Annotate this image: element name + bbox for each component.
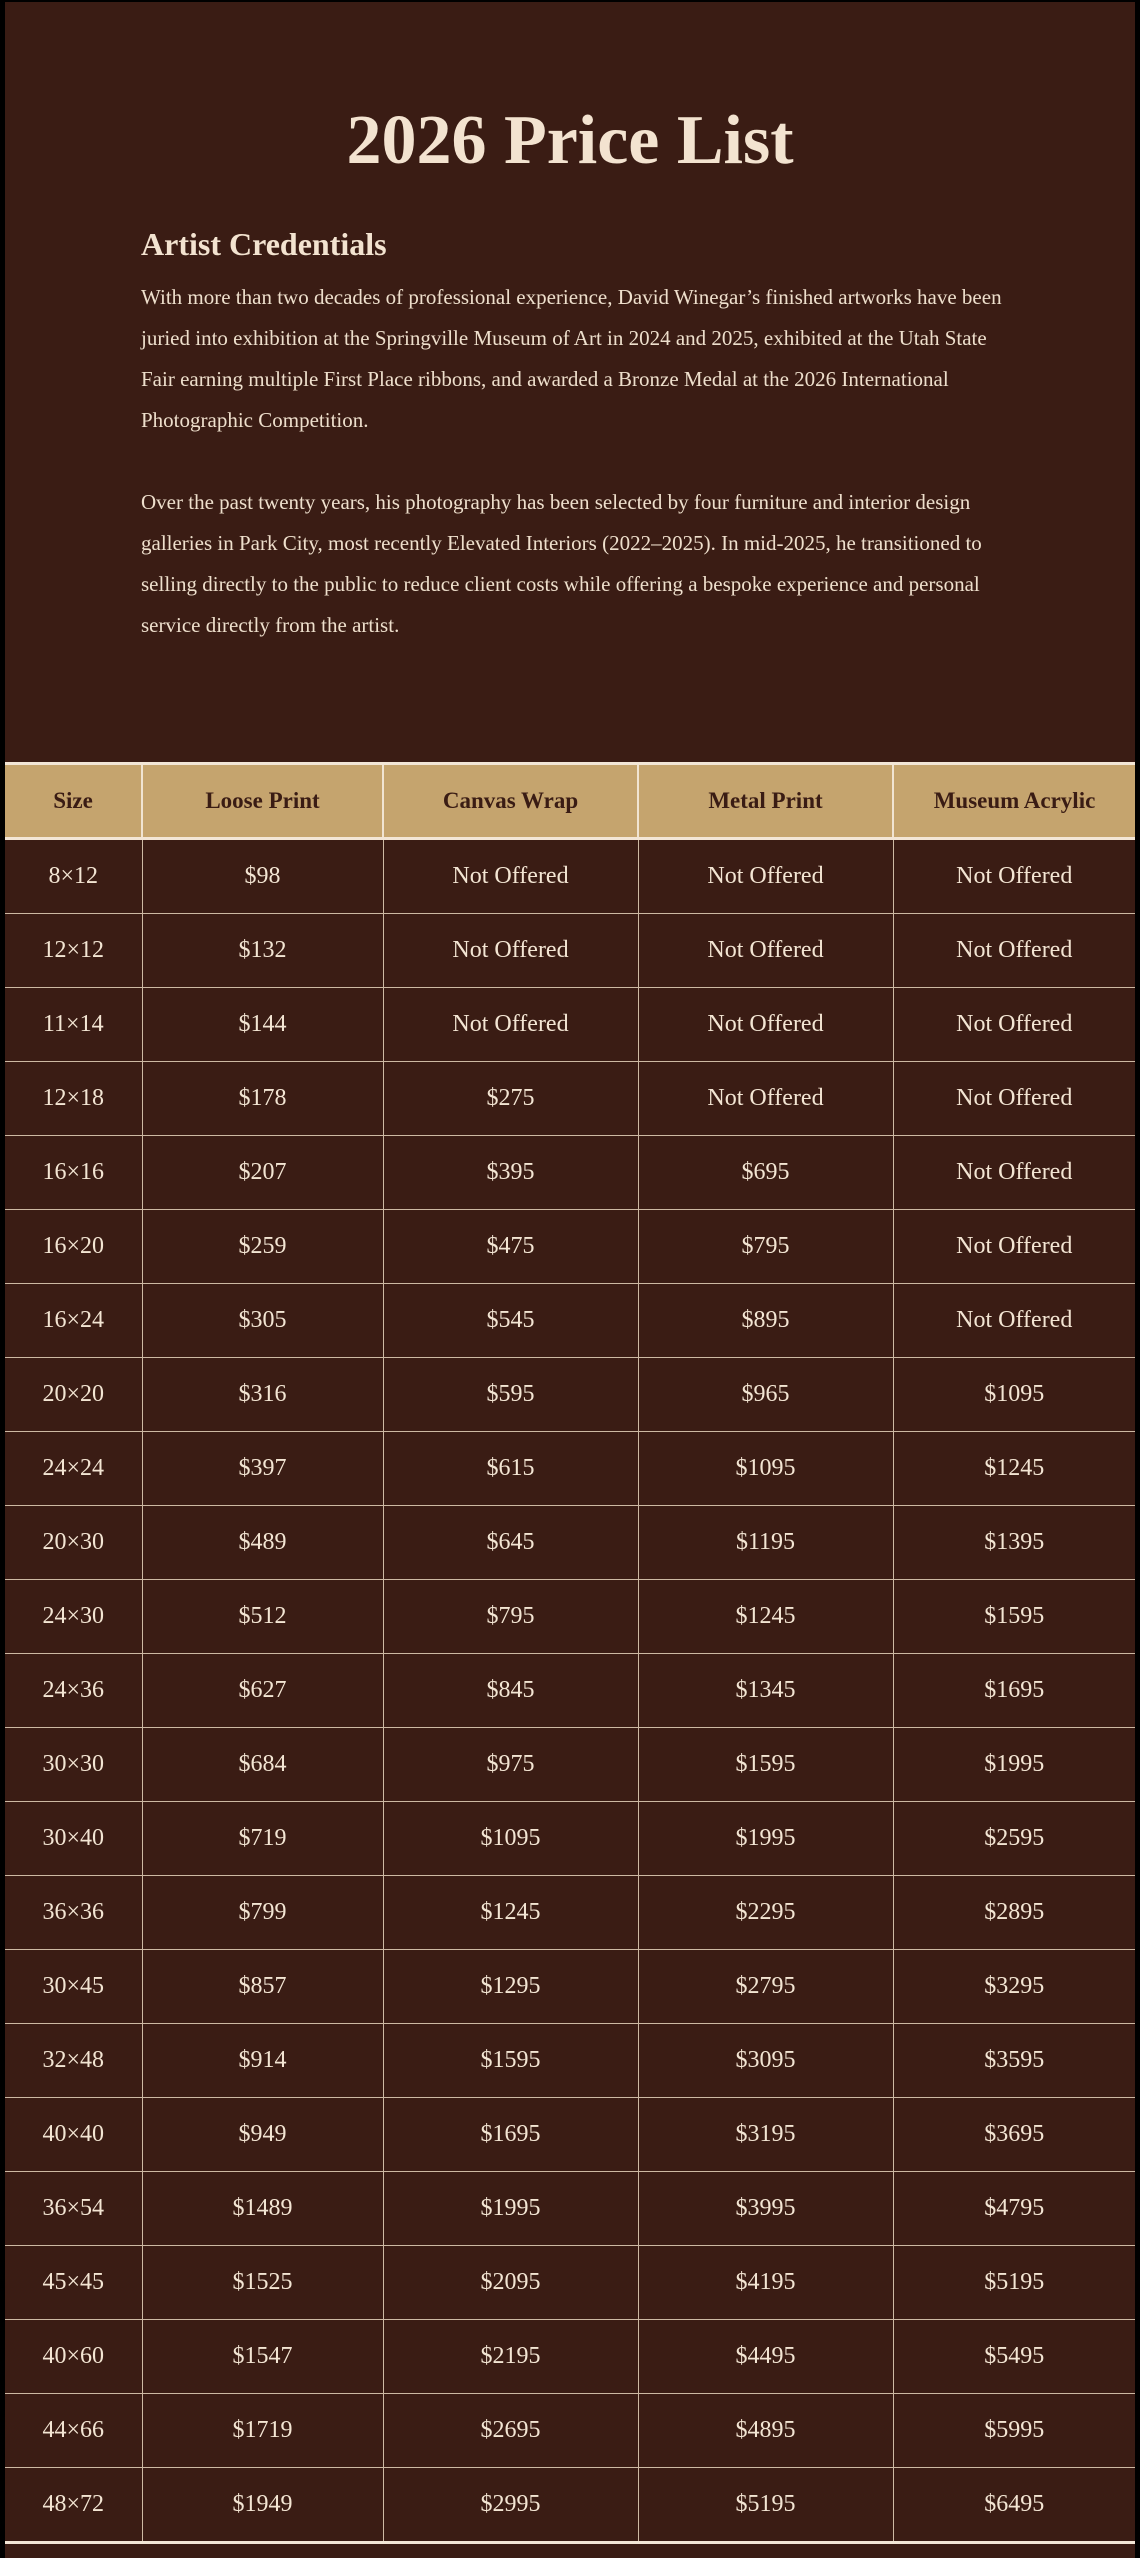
metal-print-price: Not Offered [638, 988, 893, 1062]
size-cell: 40×60 [5, 2320, 142, 2394]
metal-print-price: $2295 [638, 1876, 893, 1950]
museum-acrylic-price: $5495 [893, 2320, 1135, 2394]
table-row [5, 2246, 1135, 2320]
museum-acrylic-price: $1695 [893, 1654, 1135, 1728]
table-row [5, 1062, 1135, 1136]
size-cell: 20×30 [5, 1506, 142, 1580]
canvas-wrap-price: $795 [383, 1580, 638, 1654]
metal-print-price: $4895 [638, 2394, 893, 2468]
canvas-wrap-price: $2195 [383, 2320, 638, 2394]
museum-acrylic-price: $5195 [893, 2246, 1135, 2320]
table-row [5, 2172, 1135, 2246]
table-row [5, 1210, 1135, 1284]
size-cell: 24×30 [5, 1580, 142, 1654]
size-cell: 24×24 [5, 1432, 142, 1506]
museum-acrylic-price: Not Offered [893, 1210, 1135, 1284]
canvas-wrap-price: $475 [383, 1210, 638, 1284]
table-row [5, 1876, 1135, 1950]
table-row [5, 1950, 1135, 2024]
canvas-wrap-price: Not Offered [383, 839, 638, 914]
canvas-wrap-price: $545 [383, 1284, 638, 1358]
size-cell: 16×16 [5, 1136, 142, 1210]
loose-print-price: $512 [142, 1580, 383, 1654]
museum-acrylic-price: Not Offered [893, 839, 1135, 914]
table-row [5, 1802, 1135, 1876]
table-row [5, 1580, 1135, 1654]
column-header-museum-acrylic: Museum Acrylic [893, 764, 1135, 839]
table-row [5, 1136, 1135, 1210]
loose-print-price: $316 [142, 1358, 383, 1432]
size-cell: 44×66 [5, 2394, 142, 2468]
credentials-paragraph-1: With more than two decades of professional experience, David Winegar’s finished artworks have been juried into exhibition at the Springville Museum of Art in 2024 and 2025, exhibited at the Utah State Fair earning multiple First Place ribbons, and awarded a Bronze Medal at the 2026 International Photographic Competition. [141, 285, 1002, 432]
loose-print-price: $1525 [142, 2246, 383, 2320]
metal-print-price: $1345 [638, 1654, 893, 1728]
loose-print-price: $1547 [142, 2320, 383, 2394]
canvas-wrap-price: $1095 [383, 1802, 638, 1876]
table-row [5, 1506, 1135, 1580]
metal-print-price: $5195 [638, 2468, 893, 2543]
museum-acrylic-price: $4795 [893, 2172, 1135, 2246]
metal-print-price: Not Offered [638, 1062, 893, 1136]
canvas-wrap-price: Not Offered [383, 914, 638, 988]
metal-print-price: $4195 [638, 2246, 893, 2320]
canvas-wrap-price: $1695 [383, 2098, 638, 2172]
loose-print-price: $98 [142, 839, 383, 914]
loose-print-price: $305 [142, 1284, 383, 1358]
credentials-paragraph-2: Over the past twenty years, his photography has been selected by four furniture and interior design galleries in Park City, most recently Elevated Interiors (2022–2025). In mid-2025, he transitioned to selling directly to the public to reduce client costs while offering a bespoke experience and personal service directly from the artist. [141, 490, 982, 637]
metal-print-price: $2795 [638, 1950, 893, 2024]
metal-print-price: Not Offered [638, 914, 893, 988]
museum-acrylic-price: Not Offered [893, 914, 1135, 988]
metal-print-price: $965 [638, 1358, 893, 1432]
museum-acrylic-price: Not Offered [893, 1284, 1135, 1358]
metal-print-price: $3995 [638, 2172, 893, 2246]
museum-acrylic-price: $3695 [893, 2098, 1135, 2172]
museum-acrylic-price: Not Offered [893, 1062, 1135, 1136]
canvas-wrap-price: Not Offered [383, 988, 638, 1062]
size-cell: 11×14 [5, 988, 142, 1062]
price-list-page [5, 2, 1135, 2558]
metal-print-price: Not Offered [638, 839, 893, 914]
size-cell: 30×30 [5, 1728, 142, 1802]
metal-print-price: $3195 [638, 2098, 893, 2172]
loose-print-price: $719 [142, 1802, 383, 1876]
loose-print-price: $914 [142, 2024, 383, 2098]
size-cell: 32×48 [5, 2024, 142, 2098]
canvas-wrap-price: $595 [383, 1358, 638, 1432]
loose-print-price: $949 [142, 2098, 383, 2172]
metal-print-price: $1595 [638, 1728, 893, 1802]
loose-print-price: $397 [142, 1432, 383, 1506]
canvas-wrap-price: $615 [383, 1432, 638, 1506]
loose-print-price: $684 [142, 1728, 383, 1802]
size-cell: 48×72 [42, 2491, 105, 2517]
table-row [5, 1284, 1135, 1358]
size-cell: 16×20 [5, 1210, 142, 1284]
price-table-header-row [5, 764, 1135, 839]
canvas-wrap-price: $2995 [383, 2468, 638, 2543]
museum-acrylic-price: $6495 [893, 2468, 1135, 2543]
price-table [5, 762, 1135, 2544]
museum-acrylic-price: $5995 [893, 2394, 1135, 2468]
column-header-metal-print: Metal Print [638, 764, 893, 839]
metal-print-price: $3095 [638, 2024, 893, 2098]
metal-print-price: $695 [638, 1136, 893, 1210]
size-cell: 16×24 [5, 1284, 142, 1358]
column-header-canvas-wrap: Canvas Wrap [383, 764, 638, 839]
size-cell: 20×20 [5, 1358, 142, 1432]
canvas-wrap-price: $1995 [383, 2172, 638, 2246]
loose-print-price: $627 [142, 1654, 383, 1728]
canvas-wrap-price: $1245 [383, 1876, 638, 1950]
metal-print-price: $895 [638, 1284, 893, 1358]
size-cell: 40×40 [5, 2098, 142, 2172]
table-row [5, 839, 1135, 914]
loose-print-price: $799 [142, 1876, 383, 1950]
table-row [5, 1654, 1135, 1728]
loose-print-price: $178 [142, 1062, 383, 1136]
metal-print-price: $1095 [638, 1432, 893, 1506]
museum-acrylic-price: Not Offered [893, 988, 1135, 1062]
museum-acrylic-price: $3595 [893, 2024, 1135, 2098]
size-cell: 45×45 [5, 2246, 142, 2320]
loose-print-price: $207 [142, 1136, 383, 1210]
loose-print-price: $857 [142, 1950, 383, 2024]
canvas-wrap-price: $275 [383, 1062, 638, 1136]
size-cell: 24×36 [5, 1654, 142, 1728]
canvas-wrap-price: $395 [383, 1136, 638, 1210]
museum-acrylic-price: $1245 [893, 1432, 1135, 1506]
table-row [5, 1358, 1135, 1432]
museum-acrylic-price: $3295 [893, 1950, 1135, 2024]
museum-acrylic-price: Not Offered [893, 1136, 1135, 1210]
metal-print-price: $1995 [638, 1802, 893, 1876]
loose-print-price: $259 [142, 1210, 383, 1284]
size-cell: 12×12 [5, 914, 142, 988]
table-row [5, 2098, 1135, 2172]
museum-acrylic-price: $2895 [893, 1876, 1135, 1950]
table-row [5, 2394, 1135, 2468]
page-title: 2026 Price List [346, 102, 794, 179]
loose-print-price: $1489 [142, 2172, 383, 2246]
museum-acrylic-price: $1995 [893, 1728, 1135, 1802]
loose-print-price: $1719 [142, 2394, 383, 2468]
loose-print-price: $144 [142, 988, 383, 1062]
canvas-wrap-price: $2095 [383, 2246, 638, 2320]
canvas-wrap-price: $2695 [383, 2394, 638, 2468]
metal-print-price: $4495 [638, 2320, 893, 2394]
table-row [5, 2468, 1135, 2543]
canvas-wrap-price: $645 [383, 1506, 638, 1580]
museum-acrylic-price: $1595 [893, 1580, 1135, 1654]
size-cell: 8×12 [5, 839, 142, 914]
table-row [5, 914, 1135, 988]
museum-acrylic-price: $1395 [893, 1506, 1135, 1580]
canvas-wrap-price: $845 [383, 1654, 638, 1728]
loose-print-price: $489 [142, 1506, 383, 1580]
table-row [5, 2024, 1135, 2098]
metal-print-price: $795 [638, 1210, 893, 1284]
canvas-wrap-price: $1595 [383, 2024, 638, 2098]
canvas-wrap-price: $975 [383, 1728, 638, 1802]
metal-print-price: $1195 [638, 1506, 893, 1580]
museum-acrylic-price: $2595 [893, 1802, 1135, 1876]
table-row [5, 2320, 1135, 2394]
loose-print-price: $1949 [142, 2468, 383, 2543]
size-cell: 12×18 [5, 1062, 142, 1136]
column-header-loose-print: Loose Print [142, 764, 383, 839]
size-cell: 30×45 [5, 1950, 142, 2024]
size-cell: 36×36 [5, 1876, 142, 1950]
column-header-size: Size [5, 764, 142, 839]
size-cell: 30×40 [5, 1802, 142, 1876]
table-row [5, 1432, 1135, 1506]
table-row [5, 1728, 1135, 1802]
price-table-body [5, 839, 1135, 2543]
metal-print-price: $1245 [638, 1580, 893, 1654]
size-cell: 36×54 [5, 2172, 142, 2246]
loose-print-price: $132 [142, 914, 383, 988]
table-row [5, 988, 1135, 1062]
credentials-heading: Artist Credentials [141, 226, 387, 262]
canvas-wrap-price: $1295 [383, 1950, 638, 2024]
museum-acrylic-price: $1095 [893, 1358, 1135, 1432]
